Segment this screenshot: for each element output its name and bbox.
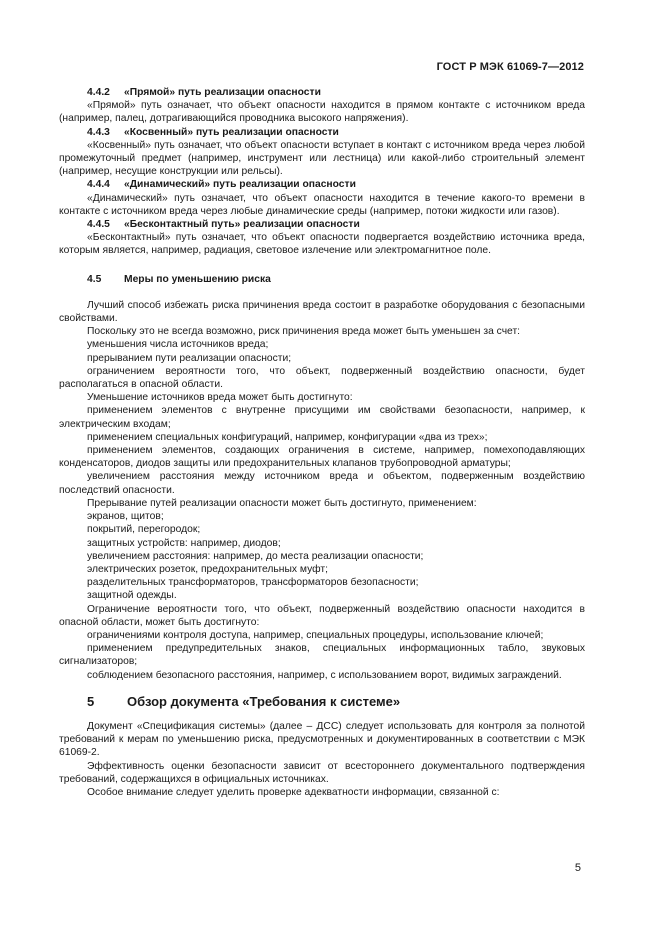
section-heading-4-4-2 xyxy=(59,86,585,99)
list-item: увеличением расстояния между источником вреда и объектом, подверженным воздействию последствий опасности. xyxy=(59,471,585,496)
section-title: «Бесконтактный путь» реализации опасности xyxy=(124,219,360,231)
paragraph: Поскольку это не всегда возможно, риск причинения вреда может быть уменьшен за счет: xyxy=(87,326,521,338)
paragraph: Ограничение вероятности того, что объект, подверженный воздействию опасности находится в опасной области, может быть достигнуто: xyxy=(59,603,585,628)
paragraph: Прерывание путей реализации опасности может быть достигнуто, применением: xyxy=(87,497,477,509)
list-item: увеличением расстояния: например, до места реализации опасности; xyxy=(87,550,424,562)
section-heading-4-4-5 xyxy=(59,218,585,231)
section-number: 4.4.5 xyxy=(87,219,110,231)
list-item: уменьшения числа источников вреда; xyxy=(87,339,269,351)
list-item: применением специальных конфигураций, например, конфигурации «два из трех»; xyxy=(87,431,488,443)
page-number: 5 xyxy=(574,862,581,874)
list-item: покрытий, перегородок; xyxy=(87,524,201,536)
list-item: защитной одежды. xyxy=(87,590,177,602)
section-number: 4.4.2 xyxy=(87,87,110,98)
section-title: «Прямой» путь реализации опасности xyxy=(124,87,321,98)
list-item: электрических розеток, предохранительных муфт; xyxy=(87,563,328,575)
paragraph: «Прямой» путь означает, что объект опасности находится в прямом контакте с источником вреда (например, палец, дотрагивающийся проводника высокого напряжения). xyxy=(59,100,585,125)
paragraph: Лучший способ избежать риска причинения вреда состоит в разработке оборудования с безопасными свойствами. xyxy=(59,299,585,325)
section-heading-4-4-3 xyxy=(59,126,585,139)
list-item: применением элементов, создающих ограничения в системе, например, помехоподавляющих конденсаторов, диодов защиты или предохранительных клапанов трубопроводной арматуры; xyxy=(59,445,585,470)
section-number: 4.5 xyxy=(87,273,102,285)
paragraph: Особое внимание следует уделить проверке адекватности информации, связанной с: xyxy=(87,786,500,798)
section-number: 5 xyxy=(87,693,95,709)
list-item: ограничением вероятности того, что объект, подверженный воздействию опасности, будет располагаться в опасной области. xyxy=(59,365,585,391)
section-heading-4-4-4 xyxy=(59,178,585,191)
section-number: 4.4.3 xyxy=(87,126,110,138)
paragraph: «Бесконтактный» путь означает, что объект опасности подвергается воздействию источника вреда, которым является, например, радиация, световое излечение или электромагнитное поле. xyxy=(59,232,585,257)
section-title: «Косвенный» путь реализации опасности xyxy=(124,126,339,138)
paragraph: Эффективность оценки безопасности зависит от всестороннего документального подтверждения требований, содержащихся в официальных источниках. xyxy=(59,760,585,785)
section-title: «Динамический» путь реализации опасности xyxy=(124,179,356,191)
paragraph: «Косвенный» путь означает, что объект опасности вступает в контакт с источником вреда через любой промежуточный предмет (например, инструмент или лестница) или какой-либо строительный элемент (например, несущие конструкции или рельсы). xyxy=(59,139,585,178)
list-item: соблюдением безопасного расстояния, например, с использованием ворот, видимых заграждений. xyxy=(87,669,562,681)
paragraph: Документ «Спецификация системы» (далее – ДСС) следует использовать для контроля за полнотой требований к мерам по уменьшению риска, предусмотренных и документированных в соответствии с МЭК 61069-2. xyxy=(59,720,585,759)
document-body xyxy=(59,86,585,799)
list-item: защитных устройств: например, диодов; xyxy=(87,537,281,549)
section-title: Обзор документа «Требования к системе» xyxy=(127,693,401,709)
paragraph: Уменьшение источников вреда может быть достигнуто: xyxy=(87,392,353,404)
list-item: применением элементов с внутренне присущими им свойствами безопасности, например, к электрическим входам; xyxy=(59,405,585,430)
section-title: Меры по уменьшению риска xyxy=(124,273,271,285)
section-number: 4.4.4 xyxy=(87,179,110,191)
list-item: применением предупредительных знаков, специальных информационных табло, звуковых сигнализаторов; xyxy=(59,643,585,668)
standard-designation: ГОСТ Р МЭК 61069-7—2012 xyxy=(436,61,584,73)
paragraph: «Динамический» путь означает, что объект опасности находится в течение какого-то времени в контакте с источником вреда через любые динамические среды (например, потоки жидкости или газов). xyxy=(59,192,585,217)
section-heading-5 xyxy=(59,695,585,708)
list-item: прерыванием пути реализации опасности; xyxy=(87,352,292,364)
list-item: ограничениями контроля доступа, например, специальных процедуры, использование ключей; xyxy=(87,629,544,641)
list-item: экранов, щитов; xyxy=(87,511,164,523)
list-item: разделительных трансформаторов, трансформаторов безопасности; xyxy=(87,577,419,589)
section-heading-4-5 xyxy=(59,273,585,286)
